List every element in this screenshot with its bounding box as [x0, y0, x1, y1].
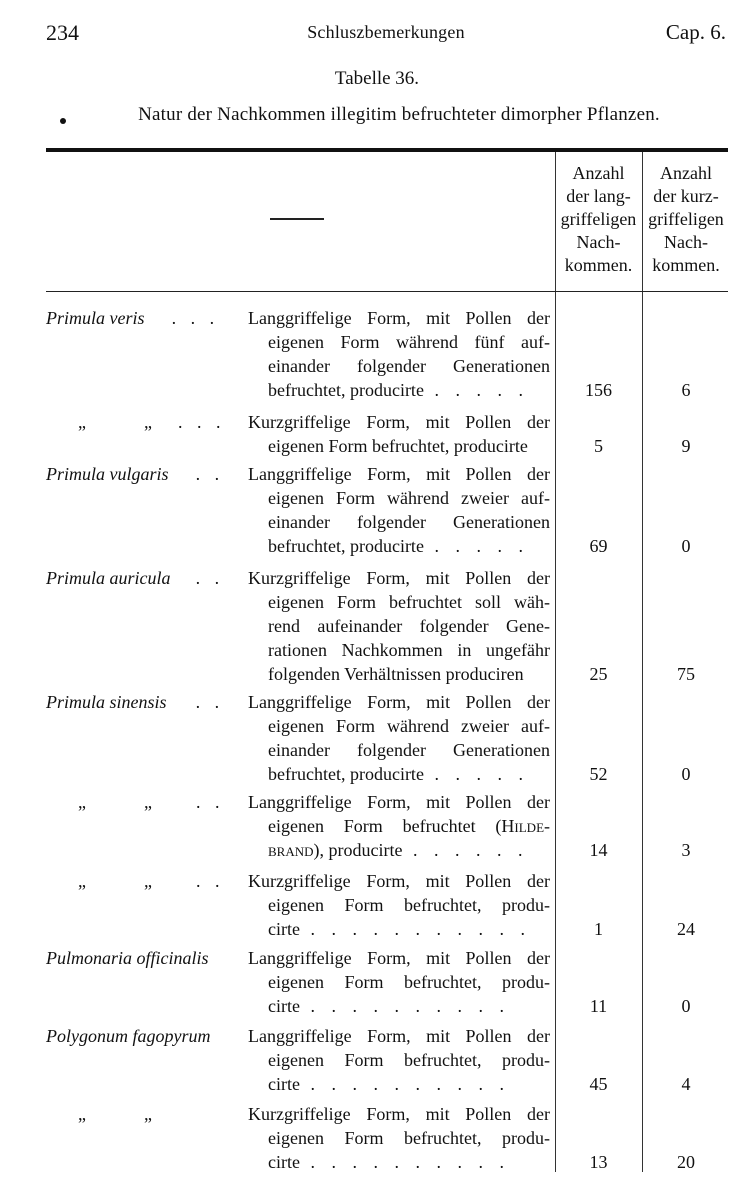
column-header-line: griffeligen [560, 209, 637, 229]
column-divider [642, 292, 643, 1172]
count-long-styled: 156 [585, 380, 612, 400]
column-header-line: Anzahl [572, 163, 625, 183]
table-header-rule [46, 291, 728, 292]
leader-dots: . . . . . . . . . . [299, 1152, 510, 1172]
leader-dots: . . [195, 464, 225, 484]
leader-dots: . . . . . . [402, 840, 529, 860]
column-header-short [643, 162, 729, 277]
description-line: Langgriffelige Form, mit Pollen der [248, 308, 550, 328]
count-long-styled: 25 [589, 664, 608, 684]
description-line: eigenen Form während fünf auf- [268, 332, 550, 352]
count-short-styled: 0 [681, 764, 691, 784]
description-line: eigenen Form während zweier auf- [268, 716, 550, 736]
count-long-styled: 45 [589, 1074, 608, 1094]
count-long-styled: 13 [589, 1152, 608, 1172]
description-line: Kurzgriffelige Form, mit Pollen der [248, 568, 550, 588]
description-line: eigenen Form befruchtet, produ- [268, 1050, 550, 1070]
column-header-line: der lang- [566, 186, 631, 206]
ditto-mark: „ [144, 871, 152, 891]
description-line: einander folgender Generationen [268, 512, 550, 532]
leader-dots: . . . . . . . . . . [299, 996, 510, 1016]
description-line: eigenen Form befruchtet (Hilde- [268, 816, 550, 836]
count-long-styled: 5 [594, 436, 603, 456]
description-line: Langgriffelige Form, mit Pollen der [248, 948, 550, 968]
count-short-styled: 0 [681, 536, 691, 556]
description-line: befruchtet, producirte . . . . . [268, 764, 529, 784]
ditto-mark: „ [78, 1104, 86, 1124]
table-title: Tabelle 36. [334, 68, 420, 89]
description-line: eigenen Form befruchtet soll wäh- [268, 592, 550, 612]
count-short-styled: 9 [681, 436, 691, 456]
column-header-line: Nach- [576, 232, 621, 252]
row-description [248, 790, 550, 862]
leader-dots: . . . [171, 308, 220, 328]
count-long-styled: 11 [589, 996, 608, 1016]
description-line: einander folgender Generationen [268, 740, 550, 760]
species-name: Primula auricula [46, 568, 171, 588]
count-long-styled: 52 [589, 764, 608, 784]
leader-dots: . . . . . [423, 380, 529, 400]
leader-dots: . . . . . . . . . . [299, 1074, 510, 1094]
species-name: Primula veris [46, 308, 145, 328]
description-line: cirte . . . . . . . . . . [268, 1074, 510, 1094]
running-title: Schluszbemerkungen [307, 22, 465, 42]
description-line: folgenden Verhältnissen produciren [268, 664, 524, 684]
description-line: eigenen Form befruchtet, produ- [268, 895, 550, 915]
column-header-line: Anzahl [660, 163, 712, 183]
row-description [248, 410, 550, 458]
ditto-mark: „ [78, 412, 86, 432]
description-line: eigenen Form befruchtet, produ- [268, 972, 550, 992]
species-name: Polygonum fagopyrum [46, 1026, 211, 1046]
row-description [248, 690, 550, 786]
column-divider [555, 292, 556, 1172]
description-line: rend aufeinander folgender Gene- [268, 616, 550, 636]
page-number: 234 [46, 20, 79, 45]
count-short-styled: 20 [677, 1152, 695, 1172]
table-top-rule [46, 148, 728, 152]
leader-dots: . . [195, 692, 225, 712]
row-description [248, 869, 550, 941]
row-description [248, 1024, 550, 1096]
page-header [46, 20, 726, 50]
count-short-styled: 4 [681, 1074, 691, 1094]
description-line: eigenen Form während zweier auf- [268, 488, 550, 508]
count-short-styled: 0 [681, 996, 691, 1016]
leader-dots: . . [195, 568, 225, 588]
ditto-mark: „ [78, 871, 86, 891]
row-description [248, 306, 550, 402]
column-header-line: griffeligen [648, 209, 724, 229]
description-line: cirte . . . . . . . . . . . [268, 919, 531, 939]
description-line: Kurzgriffelige Form, mit Pollen der [248, 412, 550, 432]
description-line: cirte . . . . . . . . . . [268, 996, 510, 1016]
description-line: rationen Nachkommen in ungefähr [268, 640, 550, 660]
species-name: Pulmonaria officinalis [46, 948, 209, 968]
description-line: Langgriffelige Form, mit Pollen der [248, 464, 550, 484]
leader-dots: . . . [178, 412, 226, 432]
count-short-styled: 75 [677, 664, 695, 684]
species-name: Primula vulgaris [46, 464, 169, 484]
leader-dots: . . [196, 792, 225, 812]
column-header-long [555, 162, 642, 277]
count-long-styled: 14 [589, 840, 608, 860]
row-description [248, 946, 550, 1018]
count-long-styled: 69 [589, 536, 608, 556]
count-long-styled: 1 [594, 919, 603, 939]
species-name: Primula sinensis [46, 692, 167, 712]
description-line: Kurzgriffelige Form, mit Pollen der [248, 1104, 550, 1124]
description-line: cirte . . . . . . . . . . [268, 1152, 510, 1172]
row-description [248, 1102, 550, 1174]
ditto-mark: „ [144, 412, 152, 432]
ditto-mark: „ [144, 792, 152, 812]
description-line: Langgriffelige Form, mit Pollen der [248, 792, 550, 812]
row-description [248, 566, 550, 686]
ditto-mark: „ [144, 1104, 152, 1124]
leader-dots: . . . . . [423, 764, 529, 784]
table-caption: Natur der Nachkommen illegitim befruchteter dimorpher Pflanzen. [138, 104, 660, 125]
description-line: Langgriffelige Form, mit Pollen der [248, 1026, 550, 1046]
column-header-line: der kurz- [653, 186, 719, 206]
description-line: eigenen Form befruchtet, producirte [268, 436, 528, 456]
first-column-header-dash [270, 218, 324, 220]
description-line: brand), producirte . . . . . . [268, 840, 529, 860]
count-short-styled: 3 [681, 840, 691, 860]
description-line: befruchtet, producirte . . . . . [268, 380, 529, 400]
chapter-label: Cap. 6. [665, 20, 726, 44]
column-header-line: Nach- [664, 232, 708, 252]
leader-dots: . . . . . [423, 536, 529, 556]
column-header-line: kommen. [652, 255, 720, 275]
leader-dots: . . . . . . . . . . . [299, 919, 531, 939]
count-short-styled: 24 [677, 919, 695, 939]
description-line: Kurzgriffelige Form, mit Pollen der [248, 871, 550, 891]
description-line: befruchtet, producirte . . . . . [268, 536, 529, 556]
description-line: Langgriffelige Form, mit Pollen der [248, 692, 550, 712]
count-short-styled: 6 [681, 380, 691, 400]
column-header-line: kommen. [564, 255, 633, 275]
description-line: eigenen Form befruchtet, produ- [268, 1128, 550, 1148]
description-line: einander folgender Generationen [268, 356, 550, 376]
leader-dots: . . [196, 871, 225, 891]
row-description [248, 462, 550, 558]
ditto-mark: „ [78, 792, 86, 812]
